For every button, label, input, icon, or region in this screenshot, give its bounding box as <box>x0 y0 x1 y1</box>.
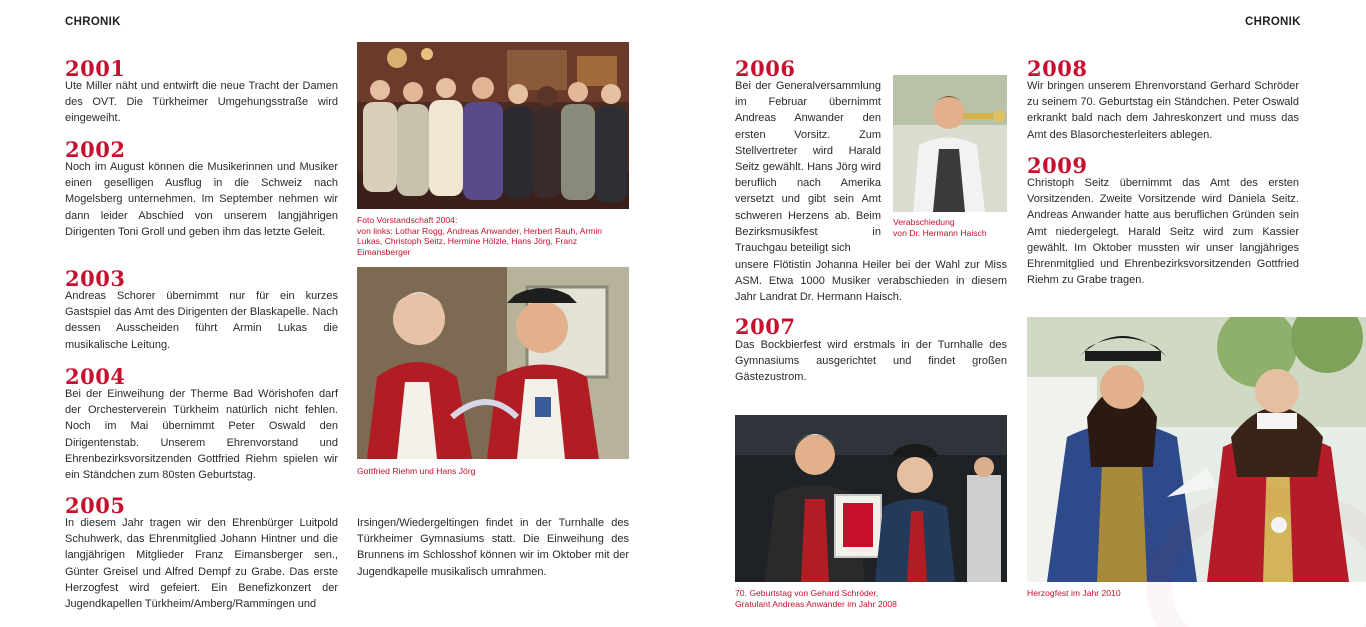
birthday-photo <box>735 415 1007 582</box>
year-2003-text: Andreas Schorer übernimmt nur für ein kurzes Gastspiel das Amt des Dirigenten der Blaskapelle. Nach dessen Ausscheiden führt Armin Lukas die musikalische Leitung. <box>65 290 338 351</box>
year-2004-heading: 2004 <box>65 364 126 389</box>
schroeder-caption-line1: 70. Geburtstag von Gehard Schröder, <box>735 588 879 598</box>
year-2007-text: Das Bockbierfest wird erstmals in der Turnhalle des Gymnasiums ausgerichtet und findet großen Gästezustrom. <box>735 339 1007 384</box>
year-2002-heading: 2002 <box>65 137 126 162</box>
year-2006-text: Bei der Generalversammlung im Februar übernimmt Andreas Anwander den ersten Vorsitz. Zum Stellvertreter wird Harald Seitz gewählt. Hans Jörg wird beruflich nach Amerika versetzt und gibt sein Amt schweren Herzens ab. Beim Bezirksmusikfest in Trauchgau beteiligt sich <box>735 80 881 255</box>
year-2005-heading: 2005 <box>65 493 126 518</box>
year-2006-heading: 2006 <box>735 56 796 81</box>
year-2009-text: Christoph Seitz übernimmt das Amt des ersten Vorsitzenden. Zweite Vorsitzende wird Daniela Seitz. Andreas Anwander hatte aus beruflichen Gründen sein Amt niedergelegt. Harald Seitz wird zum Kassier gewählt. Im Oktober mussten wir unser langjähriges Ehrenmitglied und Ehrenbezirksvorsitzenden Gottfried Riehm zu Grabe tragen. <box>1027 177 1299 287</box>
haisch-caption-line2: von Dr. Hermann Haisch <box>893 227 987 238</box>
year-2005-text: In diesem Jahr tragen wir den Ehrenbürger Luitpold Schuhwerk, das Ehrenmitglied Johann Hintner und die langjährigen Mitglieder Franz Eimansberger sen., Günter Greisel und Alfred Dempf zu Grabe. Das erste Herzogfest wird gefeiert. Ein Benefizkonzert der Jugendkapellen Türkheim/Amberg/Rammingen und <box>65 517 338 611</box>
page-header-right: CHRONIK <box>1245 16 1301 28</box>
year-2008-heading: 2008 <box>1027 56 1088 81</box>
two-men-photo <box>357 267 629 459</box>
haisch-caption-line1: Verabschiedung <box>893 217 955 227</box>
year-2005-text-continued: Irsingen/Wiedergeltingen findet in der Turnhalle des Türkheimer Gymnasiums statt. Die Einweihung des Brunnens im Schlosshof können wir im Oktober mit der Jugendkapelle musikalisch umrahmen. <box>357 517 629 578</box>
page-header-left: CHRONIK <box>65 16 121 28</box>
group-photo <box>357 42 629 209</box>
year-2009-heading: 2009 <box>1027 153 1088 178</box>
vorstand-caption-names: von links: Lothar Rogg, Andreas Anwander, Herbert Rauh, Armin Lukas, Christoph Seitz, Hermine Hölzle, Hans Jörg, Franz Eimansberger <box>357 225 603 257</box>
year-2007-heading: 2007 <box>735 314 796 339</box>
schroeder-caption-line2: Gratulant Andreas Anwander im Jahr 2008 <box>735 598 897 609</box>
year-2008-text: Wir bringen unserem Ehrenvorstand Gerhard Schröder zu seinem 70. Geburtstag ein Ständchen. Peter Oswald erkrankt bald nach dem Jahreskonzert und muss das Amt des Blasorchesterleiters ablegen. <box>1027 80 1299 141</box>
riehm-caption: Gottfried Riehm und Hans Jörg <box>357 466 476 476</box>
trumpet-player-photo <box>893 75 1007 212</box>
year-2004-text: Bei der Einweihung der Therme Bad Wörishofen darf der Orchesterverein Türkheim natürlich nicht fehlen. Noch im Mai übernimmt Peter Oswald den Dirigentenstab. Unserem Ehrenvorstand und Ehrenbezirksvorsitzenden Gottfried Riehm spielen wir ein Ständchen zum 80sten Geburtstag. <box>65 388 338 482</box>
vorstand-caption-title: Foto Vorstandschaft 2004: <box>357 215 458 225</box>
year-2001-text: Ute Miller näht und entwirft die neue Tracht der Damen des OVT. Die Türkheimer Umgehungsstraße wird eingeweiht. <box>65 80 338 125</box>
year-2002-text: Noch im August können die Musikerinnen und Musiker einen geselligen Ausflug in die Schweiz nach Mogelsberg unternehmen. Im September nehmen wir dann leider Abschied von unserem langjährigen Dirigenten Toni Groll und geben ihm das letzte Geleit. <box>65 161 338 238</box>
year-2003-heading: 2003 <box>65 266 126 291</box>
year-2006-text-continued: unsere Flötistin Johanna Heiler bei der Wahl zur Miss ASM. Etwa 1000 Musiker verabschieden in diesem Jahr Landrat Dr. Hermann Haisch. <box>735 259 1007 304</box>
year-2001-heading: 2001 <box>65 56 126 81</box>
herzogfest-caption: Herzogfest im Jahr 2010 <box>1027 588 1121 598</box>
